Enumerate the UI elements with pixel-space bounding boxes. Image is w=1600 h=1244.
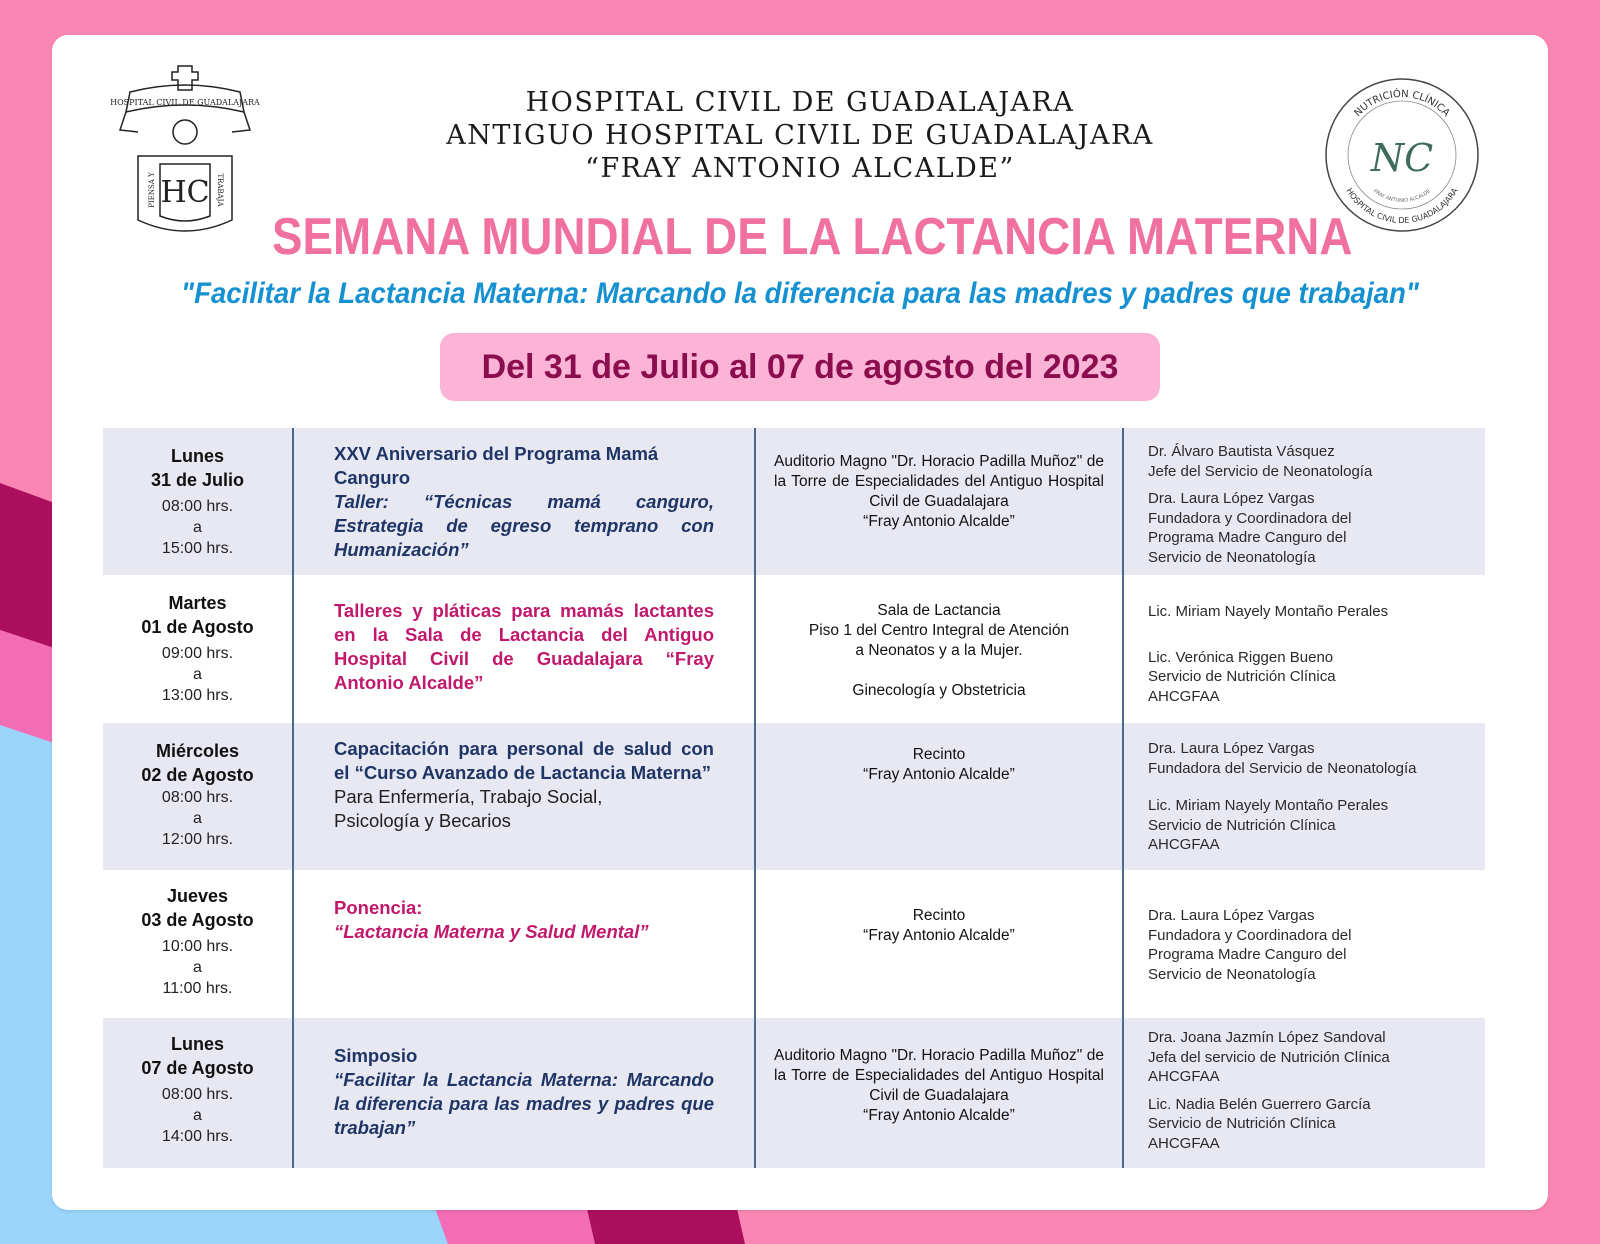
time-range [103,936,292,999]
date-cell [103,1018,292,1168]
hospital-civil-crest-logo [110,60,260,245]
place-cell [754,1018,1122,1168]
place-cell [754,428,1122,575]
time-range [103,1084,292,1147]
speaker-line: Jefa del servicio de Nutrición Clínica [1148,1048,1390,1066]
place-line: “Fray Antonio Alcalde” [863,1107,1015,1124]
place-cell [754,723,1122,870]
event-audience-line: Para Enfermería, Trabajo Social, [334,786,603,807]
seal-monogram: NC [1370,136,1434,180]
start-time: 08:00 hrs. [161,498,234,515]
event-italic-text: Taller: “Técnicas mamá canguro, Estrategia de egreso temprano con Humanización” [334,491,714,560]
end-time: 11:00 hrs. [162,980,233,997]
stripe-magenta-left [0,483,60,650]
schedule-row [103,870,1485,1018]
speaker [1148,489,1477,567]
speaker [1148,906,1477,984]
time-separator: a [193,519,202,536]
event-cell [292,575,754,723]
seal-top-text: NUTRICIÓN CLÍNICA [1352,88,1452,119]
speakers-cell [1122,575,1485,723]
institution-line: “FRAY ANTONIO ALCALDE” [585,153,1015,184]
place-line: Auditorio Magno "Dr. Horacio Padilla Muñoz" de la Torre de Especialidades del Antiguo Hospital Civil de Guadalajara [774,1047,1104,1104]
speakers-cell [1122,1018,1485,1168]
time-separator: a [193,959,202,976]
event-title-text: Capacitación para personal de salud con el “Curso Avanzado de Lactancia Materna” [334,738,714,783]
seal-inner-text: FRAY ANTONIO ALCALDE [1372,188,1432,204]
speaker-line: Servicio de Nutrición Clínica [1148,668,1336,685]
event-cell [292,428,754,575]
speaker-line: Lic. Verónica Riggen Bueno [1148,648,1334,666]
date-cell [103,428,292,575]
end-time: 13:00 hrs. [161,687,234,704]
schedule-row [103,723,1485,870]
time-range [103,787,292,850]
date-cell [103,575,292,723]
schedule-row [103,1018,1485,1168]
end-time: 15:00 hrs. [161,540,234,557]
event-cell [292,723,754,870]
speaker-line: Fundadora y Coordinadora del [1148,926,1352,944]
start-time: 08:00 hrs. [161,789,234,806]
start-time: 08:00 hrs. [161,1086,234,1103]
speakers-cell [1122,428,1485,575]
speaker-line: Dra. Laura López Vargas [1148,490,1315,507]
crest-motto-left: PIENSA Y [148,172,156,208]
time-separator: a [193,1107,202,1124]
start-time: 10:00 hrs. [161,938,234,955]
event-title-text: Talleres y pláticas para mamás lactantes en la Sala de Lactancia del Antiguo Hospital Civil de Guadalajara “Fray Antonio Alcalde” [334,600,714,693]
institution-line: ANTIGUO HOSPITAL CIVIL DE GUADALAJARA [446,120,1154,151]
schedule-row [103,428,1485,575]
place-cell [754,870,1122,1018]
day-date: 03 de Agosto [141,910,254,930]
crest-monogram: HC [160,175,210,210]
day-name: Lunes [170,1034,224,1054]
place-line: a Neonatos y a la Mujer. [855,642,1023,659]
place-line: Recinto [912,746,966,763]
event-italic-text: “Lactancia Materna y Salud Mental” [334,921,649,942]
speakers-cell [1122,870,1485,1018]
speaker-line: Servicio de Nutrición Clínica [1148,1115,1336,1132]
speaker [1148,602,1477,622]
place-line: “Fray Antonio Alcalde” [863,766,1015,783]
time-separator: a [193,666,202,683]
date-range-box [440,333,1160,401]
speaker-line: Lic. Miriam Nayely Montaño Perales [1148,797,1389,814]
day-name: Miércoles [155,741,240,761]
speaker-line: Dra. Joana Jazmín López Sandoval [1148,1029,1386,1046]
speaker-line: Dra. Laura López Vargas [1148,907,1315,924]
crest-motto-right: TRABAJA [216,173,224,207]
institution-header [400,86,1200,185]
speaker-line: Programa Madre Canguro del [1148,529,1347,546]
speaker-line: AHCGFAA [1148,836,1220,853]
stripe-pink-left [0,630,60,745]
event-subtitle: "Facilitar la Lactancia Materna: Marcando la diferencia para las madres y padres que trabajan" [180,277,1419,310]
end-time: 12:00 hrs. [161,831,234,848]
speaker [1148,796,1477,855]
event-cell [292,1018,754,1168]
event-title-text: Simposio [334,1045,418,1066]
place-line: Ginecología y Obstetricia [852,682,1026,699]
speaker-line: Dr. Álvaro Bautista Vásquez [1148,443,1335,460]
day-name: Lunes [170,446,224,466]
place-line: Recinto [912,907,966,924]
speaker-line: Fundadora y Coordinadora del [1148,509,1352,527]
place-line: “Fray Antonio Alcalde” [863,927,1015,944]
schedule-row [103,575,1485,723]
speaker-line: Dra. Laura López Vargas [1148,740,1315,757]
event-title: SEMANA MUNDIAL DE LA LACTANCIA MATERNA [272,208,1353,266]
speaker [1148,739,1477,778]
time-separator: a [193,810,202,827]
place-cell [754,575,1122,723]
day-name: Martes [168,593,227,613]
day-name: Jueves [166,886,229,906]
date-range-text: Del 31 de Julio al 07 de agosto del 2023 [481,347,1119,386]
speaker [1148,648,1477,707]
seal-bottom-text: HOSPITAL CIVIL DE GUADALAJARA [1344,186,1460,226]
time-range [103,643,292,706]
date-cell [103,870,292,1018]
speaker-line: Servicio de Nutrición Clínica [1148,816,1336,834]
date-cell [103,723,292,870]
start-time: 09:00 hrs. [161,645,234,662]
place-line: “Fray Antonio Alcalde” [863,513,1015,530]
speaker-line: Jefe del Servicio de Neonatología [1148,462,1373,480]
stripe-blue-left [0,725,60,1244]
speaker-line: AHCGFAA [1148,1134,1220,1152]
event-title-text: Ponencia: [334,897,423,918]
day-date: 07 de Agosto [141,1058,254,1078]
speaker [1148,1028,1477,1087]
end-time: 14:00 hrs. [161,1128,234,1145]
place-line: Piso 1 del Centro Integral de Atención [808,622,1070,639]
speaker-line: Fundadora del Servicio de Neonatología [1148,759,1417,777]
place-line: Sala de Lactancia [877,602,1001,619]
event-cell [292,870,754,1018]
speakers-cell [1122,723,1485,870]
schedule-table [103,428,1485,1168]
place-line: Auditorio Magno "Dr. Horacio Padilla Muñoz" de la Torre de Especialidades del Antiguo Hospital Civil de Guadalajara [774,453,1104,510]
speaker-line: Servicio de Neonatología [1148,965,1316,983]
day-date: 01 de Agosto [141,617,254,637]
event-italic-text: “Facilitar la Lactancia Materna: Marcando la diferencia para las madres y padres que trabajan” [334,1069,714,1138]
day-date: 31 de Julio [150,470,245,490]
speaker-line: AHCGFAA [1148,687,1220,705]
event-audience-line: Psicología y Becarios [334,810,511,831]
event-title-text: XXV Aniversario del Programa Mamá Canguro [334,443,659,488]
speaker-line: AHCGFAA [1148,1068,1220,1085]
speaker [1148,1095,1477,1154]
speaker-line: Lic. Miriam Nayely Montaño Perales [1148,603,1389,620]
speaker-line: Servicio de Neonatología [1148,548,1316,566]
speaker-line: Programa Madre Canguro del [1148,946,1347,963]
crest-banner-text: HOSPITAL CIVIL DE GUADALAJARA [110,98,260,107]
time-range [103,496,292,559]
institution-line: HOSPITAL CIVIL DE GUADALAJARA [525,87,1075,118]
speaker-line: Lic. Nadia Belén Guerrero García [1148,1095,1371,1113]
speaker [1148,442,1477,481]
day-date: 02 de Agosto [141,765,254,785]
